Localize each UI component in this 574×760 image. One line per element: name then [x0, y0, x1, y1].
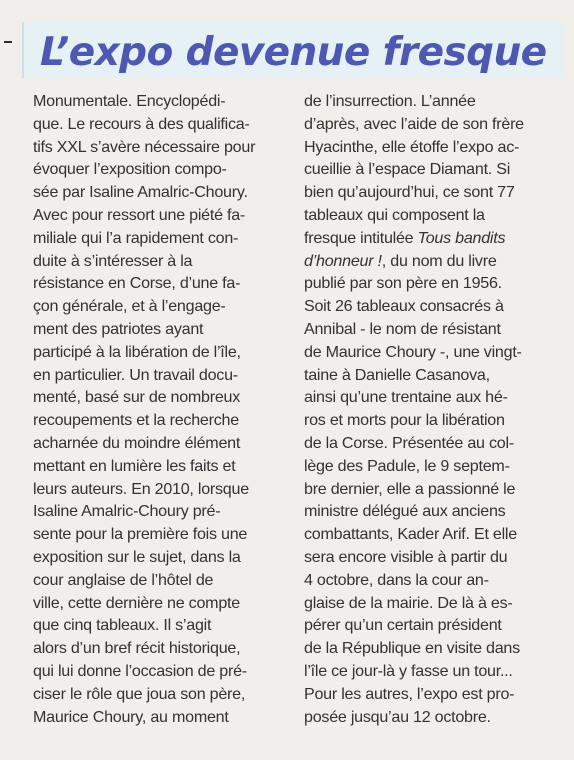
text-line: duite à s’intéresser à la	[33, 251, 193, 270]
text-line: miliale qui l’a rapidement con-	[33, 228, 239, 247]
text-line: tableaux qui composent la	[304, 205, 485, 224]
text-line: ment des patriotes ayant	[33, 319, 204, 338]
text-line: de Maurice Choury -, une vingt-	[304, 342, 522, 361]
text-line: exposition sur le sujet, dans la	[33, 547, 241, 566]
text-line	[304, 227, 552, 250]
headline-band	[22, 22, 564, 78]
text-line: Monumentale. Encyclopédi-	[33, 92, 226, 110]
right-column	[304, 90, 552, 728]
text-line: Avec pour ressort une piété fa-	[33, 205, 246, 224]
text-line: l’île ce jour-là y fasse un tour...	[304, 661, 513, 680]
text-line: tifs XXL s’avère nécessaire pour	[33, 137, 256, 156]
text-fragment: , du nom du livre	[381, 251, 497, 270]
text-line: Hyacinthe, elle étoffe l’expo ac-	[304, 137, 520, 156]
text-line: évoquer l’exposition compo-	[33, 160, 227, 179]
text-line: ville, cette dernière ne compte	[33, 593, 240, 612]
text-line: Isaline Amalric-Choury pré-	[33, 502, 221, 521]
text-line: menté, basé sur de nombreux	[33, 388, 241, 407]
text-line: combattants, Kader Arif. Et elle	[304, 525, 517, 544]
text-line: cour anglaise de l’hôtel de	[33, 570, 214, 589]
text-line: que cinq tableaux. Il s’agit	[33, 616, 212, 635]
text-line: posée jusqu’au 12 octobre.	[304, 707, 491, 726]
text-line: que. Le recours à des qualifica-	[33, 114, 250, 133]
text-line: ministre délégué aux anciens	[304, 502, 506, 521]
book-title-part: d’honneur !	[304, 251, 382, 270]
text-line: 4 octobre, dans la cour an-	[304, 570, 489, 589]
text-line: en particulier. Un travail docu-	[33, 365, 238, 384]
text-line: de la Corse. Présentée au col-	[304, 433, 514, 452]
text-line: recoupements et la recherche	[33, 411, 239, 430]
text-line: d’après, avec l’aide de son frère	[304, 114, 524, 133]
text-line: sée par Isaline Amalric-Choury.	[33, 183, 248, 202]
text-line: sente pour la première fois une	[33, 525, 248, 544]
book-title-part: Tous bandits	[417, 228, 506, 247]
text-line: de la République en visite dans	[304, 639, 520, 658]
text-line: taine à Danielle Casanova,	[304, 365, 490, 384]
headline: L’expo devenue fresque	[40, 30, 547, 75]
text-line: leurs auteurs. En 2010, lorsque	[33, 479, 249, 498]
text-line: participé à la libération de l’île,	[33, 342, 241, 361]
text-line: Pour les autres, l’expo est pro-	[304, 684, 515, 703]
text-line: ciser le rôle que joua son père,	[33, 684, 246, 703]
text-line: ros et morts pour la libération	[304, 411, 505, 430]
text-line: Maurice Choury, au moment	[33, 707, 229, 726]
left-column	[33, 90, 281, 728]
text-line: bien qu’aujourd’hui, ce sont 77	[304, 183, 515, 202]
text-line: acharnée du moindre élément	[33, 433, 241, 452]
text-fragment: fresque intitulée	[304, 228, 414, 247]
text-line: sera encore visible à partir du	[304, 547, 508, 566]
text-line: mettant en lumière les faits et	[33, 456, 236, 475]
text-line: de l’insurrection. L’année	[304, 92, 476, 110]
text-line: résistance en Corse, d’une fa-	[33, 274, 241, 293]
text-line: publié par son père en 1956.	[304, 274, 502, 293]
text-line: ainsi qu’une trentaine aux hé-	[304, 388, 508, 407]
text-line: lège des Padule, le 9 septem-	[304, 456, 510, 475]
text-line: qui lui donne l’occasion de pré-	[33, 661, 247, 680]
edge-mark	[4, 41, 12, 43]
text-line: cueillie à l’espace Diamant. Si	[304, 160, 511, 179]
text-line: alors d’un bref récit historique,	[33, 639, 241, 658]
text-line: Annibal - le nom de résistant	[304, 319, 501, 338]
text-line: pérer qu’un certain président	[304, 616, 502, 635]
text-line	[304, 250, 552, 273]
text-line: çon générale, et à l’engage-	[33, 297, 226, 316]
text-line: bre dernier, elle a passionné le	[304, 479, 516, 498]
text-line: glaise de la mairie. De là à es-	[304, 593, 513, 612]
text-line: Soit 26 tableaux consacrés à	[304, 297, 504, 316]
